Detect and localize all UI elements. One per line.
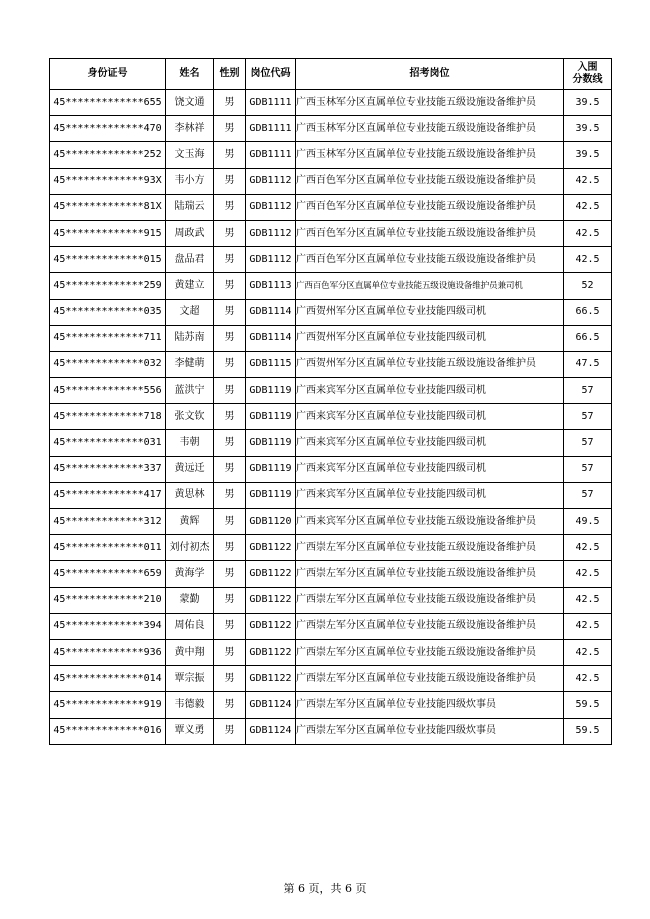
cell-id: 45*************032 xyxy=(50,351,166,377)
cell-post: 广西来宾军分区直属单位专业技能四级司机 xyxy=(296,404,564,430)
cell-code: GDB1119 xyxy=(246,378,296,404)
table-row xyxy=(50,299,612,325)
cell-post: 广西崇左军分区直属单位专业技能五级设施设备维护员 xyxy=(296,535,564,561)
header-name: 姓名 xyxy=(166,59,214,90)
cell-score: 57 xyxy=(564,456,612,482)
cell-gender: 男 xyxy=(214,404,246,430)
cell-code: GDB1119 xyxy=(246,430,296,456)
cell-gender: 男 xyxy=(214,430,246,456)
cell-score: 42.5 xyxy=(564,168,612,194)
cell-code: GDB1114 xyxy=(246,299,296,325)
cell-name: 黄思林 xyxy=(166,482,214,508)
cell-score: 39.5 xyxy=(564,116,612,142)
table-row xyxy=(50,168,612,194)
table-row xyxy=(50,509,612,535)
cell-post: 广西崇左军分区直属单位专业技能四级炊事员 xyxy=(296,692,564,718)
cell-score: 59.5 xyxy=(564,718,612,744)
table-row xyxy=(50,613,612,639)
cell-id: 45*************659 xyxy=(50,561,166,587)
cell-gender: 男 xyxy=(214,561,246,587)
cell-post: 广西来宾军分区直属单位专业技能四级司机 xyxy=(296,456,564,482)
cell-post: 广西百色军分区直属单位专业技能五级设施设备维护员 xyxy=(296,168,564,194)
cell-score: 57 xyxy=(564,378,612,404)
cell-name: 陆瑞云 xyxy=(166,194,214,220)
cell-score: 57 xyxy=(564,482,612,508)
cell-post: 广西来宾军分区直属单位专业技能五级设施设备维护员 xyxy=(296,509,564,535)
cell-gender: 男 xyxy=(214,116,246,142)
cell-score: 59.5 xyxy=(564,692,612,718)
cell-gender: 男 xyxy=(214,351,246,377)
cell-gender: 男 xyxy=(214,456,246,482)
cell-id: 45*************011 xyxy=(50,535,166,561)
cell-name: 黄中翔 xyxy=(166,639,214,665)
header-score xyxy=(564,59,612,90)
cell-id: 45*************259 xyxy=(50,273,166,299)
cell-post: 广西玉林军分区直属单位专业技能五级设施设备维护员 xyxy=(296,142,564,168)
cell-name: 文玉海 xyxy=(166,142,214,168)
cell-post: 广西百色军分区直属单位专业技能五级设施设备维护员 xyxy=(296,194,564,220)
cell-id: 45*************014 xyxy=(50,666,166,692)
cell-code: GDB1124 xyxy=(246,692,296,718)
table-row xyxy=(50,90,612,116)
cell-post: 广西来宾军分区直属单位专业技能四级司机 xyxy=(296,482,564,508)
cell-gender: 男 xyxy=(214,378,246,404)
cell-score: 42.5 xyxy=(564,194,612,220)
cell-post: 广西百色军分区直属单位专业技能五级设施设备维护员 xyxy=(296,220,564,246)
cell-code: GDB1115 xyxy=(246,351,296,377)
cell-score: 66.5 xyxy=(564,325,612,351)
cell-score: 66.5 xyxy=(564,299,612,325)
table-row xyxy=(50,456,612,482)
table-row xyxy=(50,351,612,377)
cell-gender: 男 xyxy=(214,299,246,325)
cell-gender: 男 xyxy=(214,273,246,299)
cell-post: 广西崇左军分区直属单位专业技能五级设施设备维护员 xyxy=(296,561,564,587)
cell-score: 49.5 xyxy=(564,509,612,535)
cell-gender: 男 xyxy=(214,168,246,194)
cell-post: 广西贺州军分区直属单位专业技能五级设施设备维护员 xyxy=(296,351,564,377)
cell-name: 饶文通 xyxy=(166,90,214,116)
cell-score: 42.5 xyxy=(564,587,612,613)
cell-name: 黄建立 xyxy=(166,273,214,299)
cell-code: GDB1122 xyxy=(246,561,296,587)
cell-name: 盘品君 xyxy=(166,247,214,273)
cell-score: 39.5 xyxy=(564,90,612,116)
cell-score: 47.5 xyxy=(564,351,612,377)
cell-name: 张文钦 xyxy=(166,404,214,430)
table-row xyxy=(50,430,612,456)
candidate-table xyxy=(49,58,612,745)
table-row xyxy=(50,639,612,665)
cell-code: GDB1112 xyxy=(246,168,296,194)
cell-name: 覃义勇 xyxy=(166,718,214,744)
cell-id: 45*************035 xyxy=(50,299,166,325)
cell-post: 广西崇左军分区直属单位专业技能五级设施设备维护员 xyxy=(296,587,564,613)
cell-gender: 男 xyxy=(214,247,246,273)
cell-name: 文超 xyxy=(166,299,214,325)
cell-id: 45*************337 xyxy=(50,456,166,482)
cell-code: GDB1124 xyxy=(246,718,296,744)
cell-post: 广西贺州军分区直属单位专业技能四级司机 xyxy=(296,325,564,351)
cell-id: 45*************417 xyxy=(50,482,166,508)
cell-score: 52 xyxy=(564,273,612,299)
cell-id: 45*************81X xyxy=(50,194,166,220)
cell-gender: 男 xyxy=(214,482,246,508)
table-row xyxy=(50,666,612,692)
cell-name: 蓝洪宁 xyxy=(166,378,214,404)
table-row xyxy=(50,142,612,168)
cell-code: GDB1120 xyxy=(246,509,296,535)
header-row xyxy=(50,59,612,90)
cell-code: GDB1112 xyxy=(246,194,296,220)
cell-score: 57 xyxy=(564,430,612,456)
cell-score: 42.5 xyxy=(564,535,612,561)
cell-name: 李健萌 xyxy=(166,351,214,377)
cell-post: 广西崇左军分区直属单位专业技能五级设施设备维护员 xyxy=(296,666,564,692)
cell-post: 广西来宾军分区直属单位专业技能四级司机 xyxy=(296,430,564,456)
cell-name: 韦德毅 xyxy=(166,692,214,718)
cell-id: 45*************016 xyxy=(50,718,166,744)
cell-name: 黄远迁 xyxy=(166,456,214,482)
cell-code: GDB1111 xyxy=(246,90,296,116)
cell-name: 刘付初杰 xyxy=(166,535,214,561)
cell-id: 45*************556 xyxy=(50,378,166,404)
cell-code: GDB1111 xyxy=(246,142,296,168)
cell-post: 广西玉林军分区直属单位专业技能五级设施设备维护员 xyxy=(296,116,564,142)
cell-id: 45*************394 xyxy=(50,613,166,639)
cell-gender: 男 xyxy=(214,142,246,168)
cell-gender: 男 xyxy=(214,613,246,639)
cell-gender: 男 xyxy=(214,535,246,561)
cell-code: GDB1122 xyxy=(246,639,296,665)
cell-name: 蒙勤 xyxy=(166,587,214,613)
cell-name: 韦小方 xyxy=(166,168,214,194)
table-row xyxy=(50,220,612,246)
table-row xyxy=(50,718,612,744)
cell-code: GDB1111 xyxy=(246,116,296,142)
cell-id: 45*************936 xyxy=(50,639,166,665)
cell-name: 周政武 xyxy=(166,220,214,246)
cell-name: 黄海学 xyxy=(166,561,214,587)
cell-score: 42.5 xyxy=(564,666,612,692)
table-row xyxy=(50,273,612,299)
cell-code: GDB1119 xyxy=(246,404,296,430)
cell-post: 广西玉林军分区直属单位专业技能五级设施设备维护员 xyxy=(296,90,564,116)
cell-code: GDB1119 xyxy=(246,482,296,508)
table-row xyxy=(50,378,612,404)
cell-gender: 男 xyxy=(214,220,246,246)
cell-id: 45*************031 xyxy=(50,430,166,456)
cell-code: GDB1119 xyxy=(246,456,296,482)
cell-code: GDB1122 xyxy=(246,587,296,613)
cell-post: 广西贺州军分区直属单位专业技能四级司机 xyxy=(296,299,564,325)
cell-code: GDB1122 xyxy=(246,613,296,639)
table-row xyxy=(50,247,612,273)
table-row xyxy=(50,325,612,351)
cell-id: 45*************655 xyxy=(50,90,166,116)
cell-name: 黄辉 xyxy=(166,509,214,535)
header-gender: 性别 xyxy=(214,59,246,90)
cell-gender: 男 xyxy=(214,325,246,351)
cell-code: GDB1122 xyxy=(246,535,296,561)
cell-id: 45*************470 xyxy=(50,116,166,142)
cell-code: GDB1112 xyxy=(246,247,296,273)
cell-score: 39.5 xyxy=(564,142,612,168)
cell-gender: 男 xyxy=(214,692,246,718)
table-row xyxy=(50,535,612,561)
cell-code: GDB1113 xyxy=(246,273,296,299)
cell-name: 韦朝 xyxy=(166,430,214,456)
cell-gender: 男 xyxy=(214,509,246,535)
cell-post: 广西崇左军分区直属单位专业技能五级设施设备维护员 xyxy=(296,613,564,639)
cell-gender: 男 xyxy=(214,194,246,220)
cell-code: GDB1122 xyxy=(246,666,296,692)
cell-code: GDB1114 xyxy=(246,325,296,351)
cell-id: 45*************210 xyxy=(50,587,166,613)
header-post: 招考岗位 xyxy=(296,59,564,90)
cell-post: 广西崇左军分区直属单位专业技能四级炊事员 xyxy=(296,718,564,744)
cell-gender: 男 xyxy=(214,639,246,665)
cell-score: 42.5 xyxy=(564,613,612,639)
cell-id: 45*************711 xyxy=(50,325,166,351)
header-id: 身份证号 xyxy=(50,59,166,90)
cell-id: 45*************718 xyxy=(50,404,166,430)
cell-id: 45*************915 xyxy=(50,220,166,246)
table-row xyxy=(50,194,612,220)
cell-id: 45*************93X xyxy=(50,168,166,194)
cell-post: 广西百色军分区直属单位专业技能五级设施设备维护员 xyxy=(296,247,564,273)
cell-gender: 男 xyxy=(214,718,246,744)
cell-post: 广西崇左军分区直属单位专业技能五级设施设备维护员 xyxy=(296,639,564,665)
header-score-line2: 分数线 xyxy=(572,74,603,85)
table-row xyxy=(50,116,612,142)
cell-score: 42.5 xyxy=(564,639,612,665)
cell-id: 45*************312 xyxy=(50,509,166,535)
cell-gender: 男 xyxy=(214,90,246,116)
cell-gender: 男 xyxy=(214,587,246,613)
page-footer: 第 6 页，共 6 页 xyxy=(283,882,367,895)
cell-score: 42.5 xyxy=(564,247,612,273)
table-row xyxy=(50,561,612,587)
cell-score: 42.5 xyxy=(564,220,612,246)
table-row xyxy=(50,692,612,718)
cell-name: 李林祥 xyxy=(166,116,214,142)
cell-id: 45*************015 xyxy=(50,247,166,273)
table-row xyxy=(50,587,612,613)
cell-id: 45*************252 xyxy=(50,142,166,168)
header-score-line1: 入围 xyxy=(577,62,598,73)
cell-gender: 男 xyxy=(214,666,246,692)
cell-score: 57 xyxy=(564,404,612,430)
cell-post: 广西百色军分区直属单位专业技能五级设施设备维护员兼司机 xyxy=(296,273,564,299)
cell-name: 覃宗振 xyxy=(166,666,214,692)
cell-name: 周佑良 xyxy=(166,613,214,639)
table-row xyxy=(50,404,612,430)
cell-id: 45*************919 xyxy=(50,692,166,718)
table-body xyxy=(50,90,612,745)
cell-name: 陆苏南 xyxy=(166,325,214,351)
cell-post: 广西来宾军分区直属单位专业技能四级司机 xyxy=(296,378,564,404)
table-header xyxy=(50,59,612,90)
header-code: 岗位代码 xyxy=(246,59,296,90)
cell-code: GDB1112 xyxy=(246,220,296,246)
cell-score: 42.5 xyxy=(564,561,612,587)
table-row xyxy=(50,482,612,508)
